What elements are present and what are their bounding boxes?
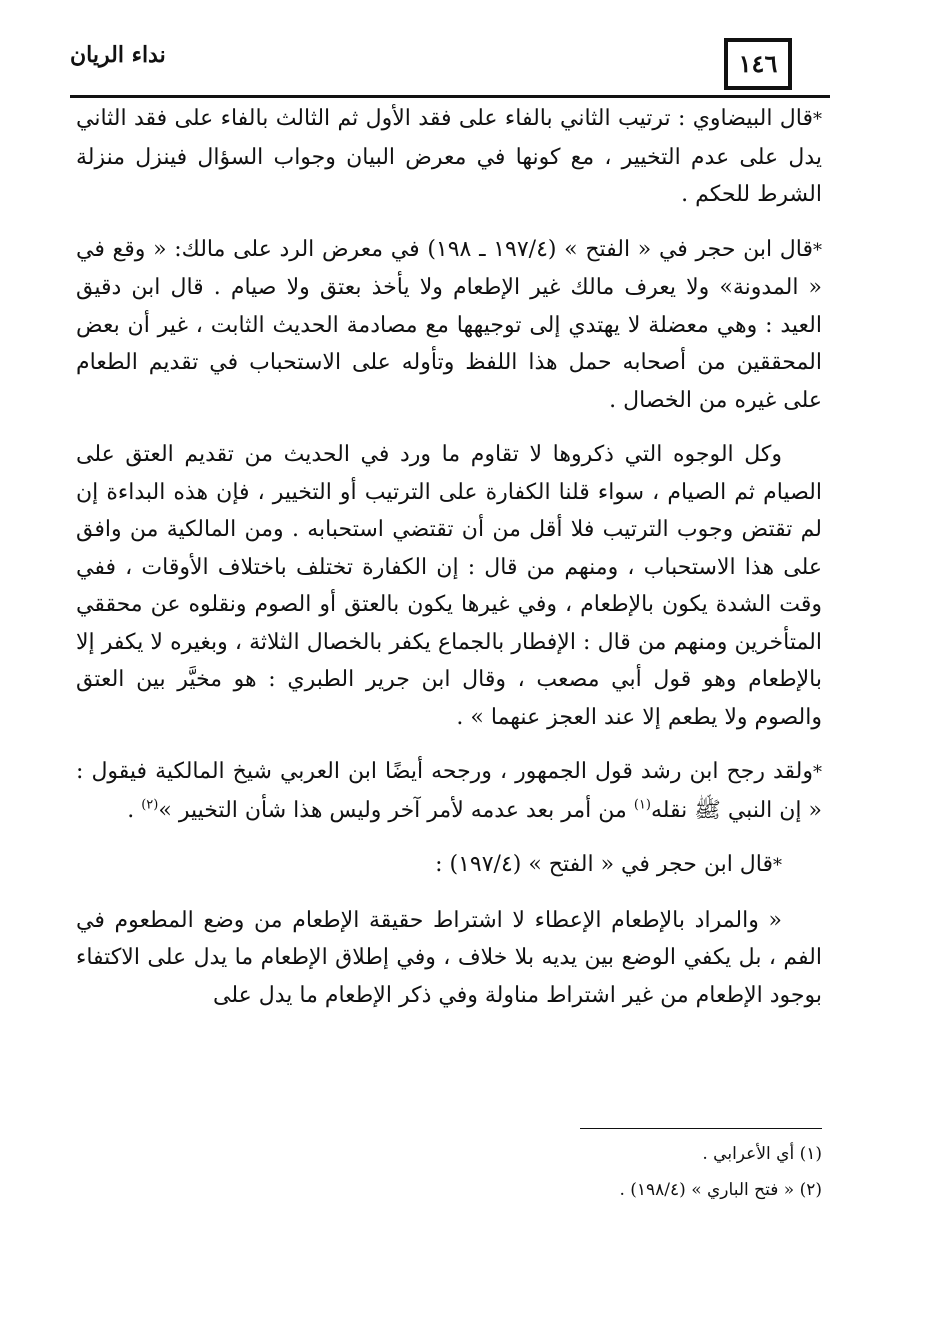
paragraph-marker: *: [813, 239, 823, 261]
footnote-rule: [580, 1128, 822, 1129]
paragraph-text: قال البيضاوي : ترتيب الثاني بالفاء على فقد الأول ثم الثالث بالفاء على فقد الثاني يدل على عدم التخيير ، مع كونها في معرض البيان وجواب السؤال فينزل منزلة الشرط للحكم .: [76, 106, 822, 207]
header-rule: [70, 95, 830, 98]
page-header: [70, 30, 830, 98]
book-title: نداء الريان: [70, 42, 166, 68]
paragraph-marker: *: [813, 109, 822, 130]
paragraph-fath: [76, 846, 822, 885]
paragraph-baydawi: [76, 100, 822, 214]
paragraph-text-after: .: [127, 797, 142, 823]
footnote-2: [420, 1172, 822, 1208]
footnotes: [420, 1136, 822, 1208]
footnote-1: [420, 1136, 822, 1172]
paragraph-text: قال ابن حجر في « الفتح » (١٩٧/٤ ـ ١٩٨) في معرض الرد على مالك: « وقع في « المدونة» ولا يعرف مالك غير الإطعام ولا يأخذ بعتق ولا صيام . قال ابن دقيق العيد : وهي معضلة لا يهتدي إلى توجيهها مع مصادمة الحديث الثابت ، غير أن بعض المحققين من أصحابه حمل هذا اللفظ وتأوله على الاستحباب في تقديم الطعام على غيره من الخصال .: [76, 236, 822, 413]
paragraph-text: « والمراد بالإطعام الإعطاء لا اشتراط حقيقة الإطعام من وضع المطعوم في الفم ، بل يكفي الوضع بين يديه بلا خلاف ، وفي إطلاق الإطعام ما يدل على الاكتفاء بوجود الإطعام من غير اشتراط مناولة وفي ذكر الإطعام ما يدل على: [76, 907, 822, 1008]
footnote-number: (٢): [799, 1180, 822, 1200]
paragraph-marker: *: [813, 762, 822, 783]
paragraph-ibn-hajar: [76, 231, 822, 420]
main-text: [76, 100, 822, 1014]
paragraph-text: قال ابن حجر في « الفتح » (١٩٧/٤) :: [435, 852, 773, 877]
footnote-ref-2: (٢): [141, 797, 159, 813]
paragraph-text: وكل الوجوه التي ذكروها لا تقاوم ما ورد في الحديث من تقديم العتق على الصيام ثم الصيام ، سواء قلنا الكفارة على الترتيب أو التخيير ، فإن هذه البداءة إن لم تقتض وجوب الترتيب فلا أقل من أن تقتضي استحبابه . ومن المالكية من وافق على هذا الاستحباب ، ومنهم من قال : إن الكفارة تختلف باختلاف الأوقات ، ففي وقت الشدة يكون بالإطعام ، وفي غيرها يكون بالعتق أو الصوم ونقلوه عن محققي المتأخرين ومنهم من قال : الإفطار بالجماع يكفر بالخصال الثلاثة ، وبغيره لا يكفر إلا بالإطعام وهو قول أبي مصعب ، وقال ابن جرير الطبري : هو مخيَّر بين العتق والصوم ولا يطعم إلا عند العجز عنهما » .: [76, 442, 822, 730]
paragraph-text-before: ولقد رجح ابن رشد قول الجمهور ، ورجحه أيضًا ابن العربي شيخ المالكية فيقول : « إن النبي ﷺ نقله: [76, 759, 822, 823]
footnote-number: (١): [799, 1144, 822, 1164]
page-number: ١٤٦: [724, 38, 792, 90]
footnote-ref-1: (١): [633, 797, 651, 813]
paragraph-text-middle: من أمر بعد عدمه لأمر آخر وليس هذا شأن التخيير »: [158, 797, 634, 823]
footnote-text: « فتح الباري » (١٩٨/٤) .: [619, 1180, 795, 1200]
paragraph-quote: [76, 902, 822, 1015]
paragraph-ibn-rushd: [76, 753, 822, 829]
paragraph-wujuh: [76, 436, 822, 736]
footnote-text: أي الأعرابي .: [702, 1144, 795, 1164]
paragraph-marker: *: [773, 855, 782, 876]
